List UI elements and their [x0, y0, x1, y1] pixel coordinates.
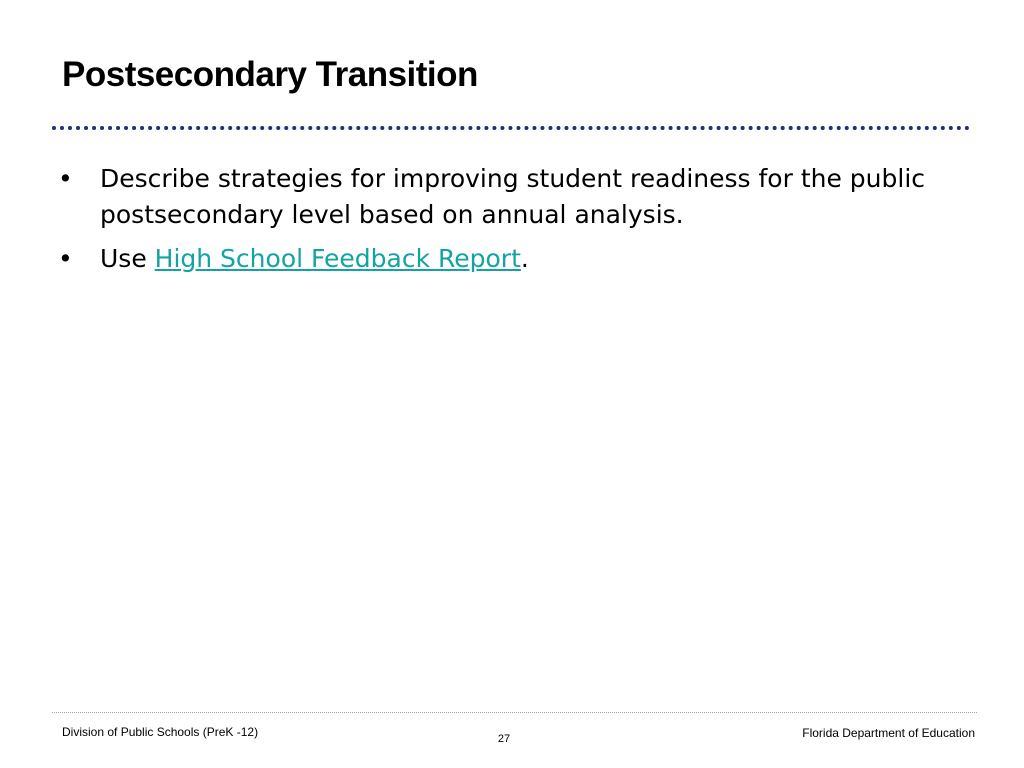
- footer-divider: [52, 712, 977, 713]
- title-divider: [52, 126, 970, 130]
- bullet-item-use-report: [58, 241, 978, 277]
- bullet-text: Describe strategies for improving student readiness for the public postsecondary level based on annual analysis.: [100, 164, 926, 229]
- bullet-list: [58, 161, 978, 285]
- slide-title: Postsecondary Transition: [62, 55, 478, 94]
- bullet-dot-icon: •: [58, 164, 73, 193]
- bullet-dot-icon: •: [58, 244, 73, 273]
- bullet-item-strategies: [58, 161, 978, 233]
- page-number: 27: [497, 733, 511, 745]
- footer-division-label: Division of Public Schools (PreK -12): [62, 725, 259, 739]
- bullet-prefix-text: Use: [100, 244, 155, 273]
- bullet-suffix-text: .: [520, 244, 529, 273]
- footer-department-label: Florida Department of Education: [802, 726, 975, 740]
- high-school-feedback-report-link[interactable]: High School Feedback Report: [154, 244, 521, 273]
